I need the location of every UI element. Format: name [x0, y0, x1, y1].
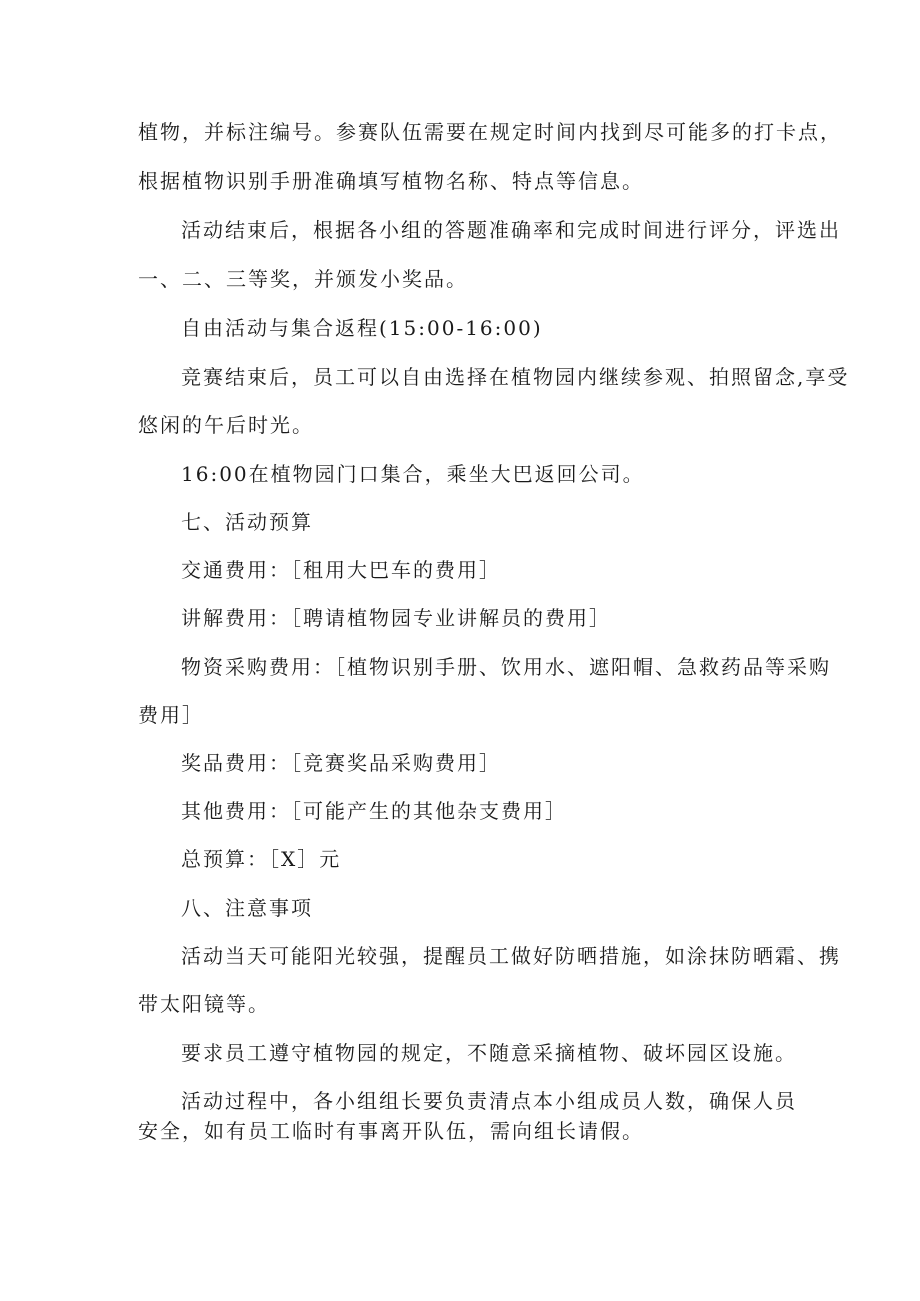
- budget-item-transport: 交通费用：［租用大巴车的费用］: [181, 558, 501, 582]
- section-subheading: 自由活动与集合返程(15:00-16:00): [181, 316, 543, 340]
- budget-total: 总预算：［X］元: [181, 847, 342, 871]
- paragraph-line: 一、二、三等奖，并颁发小奖品。: [138, 267, 468, 291]
- paragraph-line: 要求员工遵守植物园的规定，不随意采摘植物、破坏园区设施。: [181, 1041, 797, 1065]
- budget-item-other: 其他费用：［可能产生的其他杂支费用］: [181, 799, 567, 823]
- section-heading-budget: 七、活动预算: [181, 510, 313, 534]
- paragraph-line: 安全，如有员工临时有事离开队伍，需向组长请假。: [138, 1119, 644, 1143]
- paragraph-line: 根据植物识别手册准确填写植物名称、特点等信息。: [138, 169, 644, 193]
- paragraph-line: 活动当天可能阳光较强，提醒员工做好防晒措施，如涂抹防晒霜、携: [181, 944, 841, 968]
- budget-item-prizes: 奖品费用：［竞赛奖品采购费用］: [181, 751, 501, 775]
- paragraph-line: 竞赛结束后，员工可以自由选择在植物园内继续参观、拍照留念,享受: [181, 365, 850, 389]
- paragraph-line: 16:00在植物园门口集合，乘坐大巴返回公司。: [181, 462, 645, 486]
- paragraph-line: 活动过程中，各小组组长要负责清点本小组成员人数，确保人员: [181, 1089, 797, 1113]
- paragraph-line: 带太阳镜等。: [138, 992, 270, 1016]
- section-heading-notes: 八、注意事项: [181, 896, 313, 920]
- budget-item-supplies-cont: 费用］: [138, 703, 204, 727]
- paragraph-line: 活动结束后，根据各小组的答题准确率和完成时间进行评分，评选出: [181, 218, 841, 242]
- paragraph-line: 悠闲的午后时光。: [138, 413, 314, 437]
- paragraph-line: 植物，并标注编号。参赛队伍需要在规定时间内找到尽可能多的打卡点，: [138, 120, 842, 144]
- budget-item-guide: 讲解费用：［聘请植物园专业讲解员的费用］: [181, 606, 611, 630]
- budget-item-supplies: 物资采购费用：［植物识别手册、饮用水、遮阳帽、急救药品等采购: [181, 655, 831, 679]
